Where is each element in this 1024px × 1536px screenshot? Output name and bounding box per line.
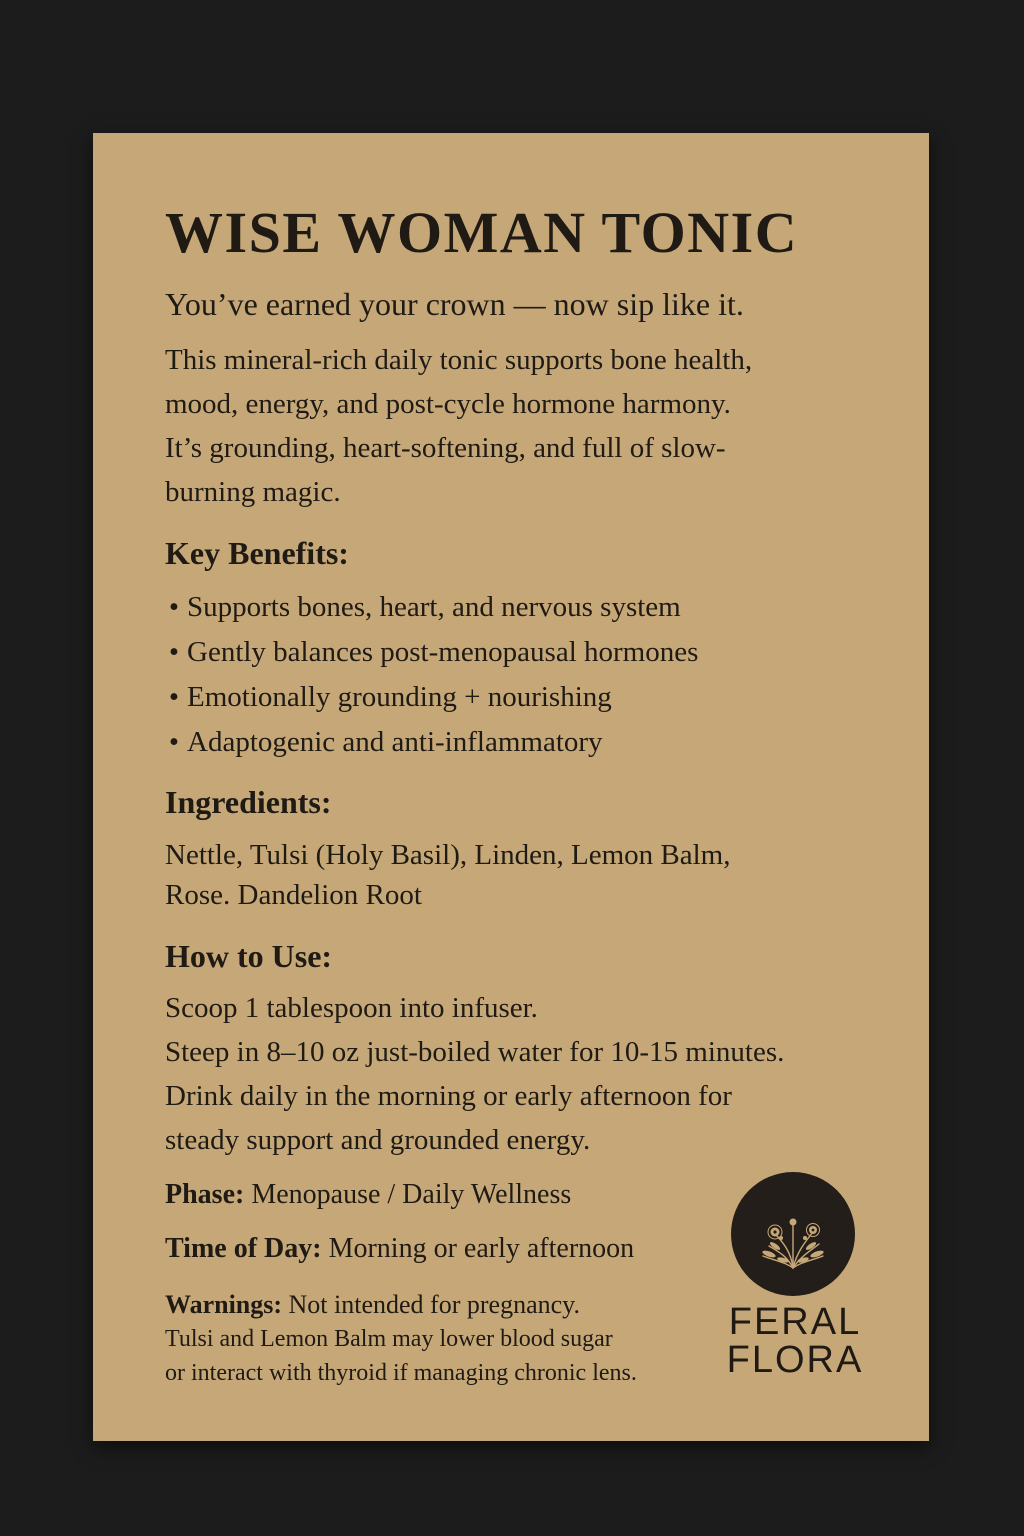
description	[165, 338, 885, 514]
instruction-line: Steep in 8–10 oz just-boiled water for 10-15 minutes.	[165, 1036, 785, 1068]
ingredients-text	[165, 835, 730, 915]
ingredients-line: Nettle, Tulsi (Holy Basil), Linden, Lemon Balm,	[165, 839, 731, 871]
ingredients-line: Rose. Dandelion Root	[165, 879, 422, 911]
phase-value: Menopause / Daily Wellness	[251, 1179, 572, 1210]
tagline: You’ve earned your crown — now sip like it.	[165, 286, 744, 322]
time-of-day-label: Time of Day:	[165, 1233, 322, 1264]
bullet-icon: •	[168, 591, 180, 623]
list-item	[161, 585, 698, 630]
time-of-day-line	[165, 1233, 634, 1265]
benefit-text: Emotionally grounding + nourishing	[187, 681, 612, 713]
list-item	[161, 675, 698, 720]
brand-line: FLORA	[726, 1339, 864, 1381]
description-line: This mineral-rich daily tonic supports bone health,	[165, 344, 753, 376]
instruction-line: Scoop 1 tablespoon into infuser.	[165, 992, 538, 1024]
brand-line: FERAL	[728, 1301, 862, 1343]
bullet-icon: •	[168, 636, 180, 668]
moon-and-flowers-icon	[731, 1172, 855, 1296]
description-line: burning magic.	[165, 476, 341, 508]
benefits-list	[161, 585, 698, 765]
list-item	[161, 720, 698, 765]
how-to-use-heading: How to Use:	[165, 938, 333, 974]
product-title: WISE WOMAN TONIC	[165, 200, 799, 265]
warnings-line: or interact with thyroid if managing chronic lens.	[165, 1360, 637, 1386]
ingredients-heading: Ingredients:	[165, 784, 332, 820]
bullet-icon: •	[168, 726, 180, 758]
key-benefits-heading: Key Benefits:	[165, 535, 349, 571]
warnings-text: Not intended for pregnancy.	[288, 1290, 580, 1319]
product-card	[93, 133, 929, 1441]
benefit-text: Adaptogenic and anti-inflammatory	[187, 726, 603, 758]
description-line: mood, energy, and post-cycle hormone harmony.	[165, 388, 731, 420]
benefit-text: Supports bones, heart, and nervous system	[187, 591, 681, 623]
brand-name	[721, 1303, 869, 1379]
description-line: It’s grounding, heart-softening, and full of slow-	[165, 432, 726, 464]
warnings-block	[165, 1288, 637, 1390]
warnings-label: Warnings:	[165, 1290, 283, 1319]
instruction-line: Drink daily in the morning or early afternoon for	[165, 1080, 732, 1112]
brand-logo	[731, 1172, 855, 1296]
list-item	[161, 630, 698, 675]
how-to-use-text	[165, 986, 784, 1162]
bullet-icon: •	[168, 681, 180, 713]
instruction-line: steady support and grounded energy.	[165, 1124, 591, 1156]
phase-line	[165, 1179, 571, 1211]
benefit-text: Gently balances post-menopausal hormones	[187, 636, 699, 668]
phase-label: Phase:	[165, 1179, 245, 1210]
time-of-day-value: Morning or early afternoon	[328, 1233, 635, 1264]
warnings-line: Tulsi and Lemon Balm may lower blood sugar	[165, 1326, 613, 1352]
warnings-first-line	[165, 1288, 637, 1322]
